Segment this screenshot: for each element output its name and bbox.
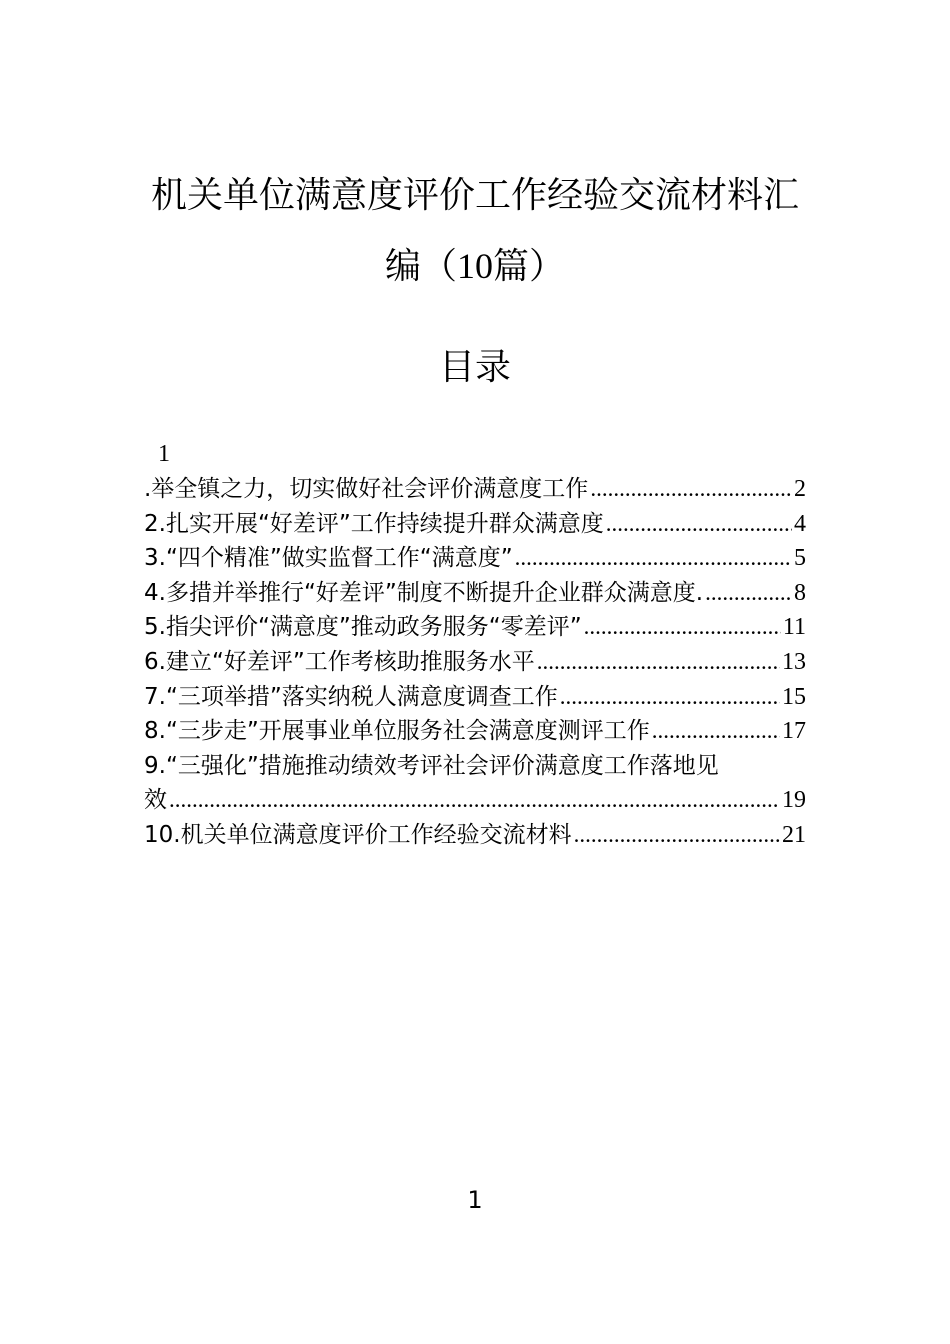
toc-entry-label: 6.建立“好差评”工作考核助推服务水平	[144, 648, 535, 675]
toc-entry-2[interactable]	[144, 507, 806, 542]
toc-entry-label: 4.多措并举推行“好差评”制度不断提升企业群众满意度.	[144, 579, 704, 606]
toc-leader-dots	[652, 714, 780, 749]
toc-leader-dots	[574, 818, 780, 853]
table-of-contents	[144, 472, 806, 853]
toc-leader-dots	[515, 541, 792, 576]
toc-leader-dots	[590, 472, 792, 507]
toc-entry-page: 19	[782, 787, 806, 814]
toc-leader-dots	[606, 507, 792, 542]
toc-entry-7[interactable]	[144, 680, 806, 715]
toc-entry-label: 10.机关单位满意度评价工作经验交流材料	[144, 821, 572, 848]
toc-entry-3[interactable]	[144, 541, 806, 576]
toc-entry-10[interactable]	[144, 818, 806, 853]
document-title-line-1: 机关单位满意度评价工作经验交流材料汇	[150, 175, 799, 216]
toc-entry-page: 4	[794, 510, 806, 537]
toc-entry-4[interactable]	[144, 576, 806, 611]
toc-entry-page: 8	[794, 579, 806, 606]
toc-entry-page: 21	[782, 821, 806, 848]
document-title-line-2	[0, 244, 950, 289]
toc-entry-label: 8.“三步走”开展事业单位服务社会满意度测评工作	[144, 718, 650, 745]
page-number: 1	[467, 1186, 483, 1214]
toc-entry-6[interactable]	[144, 645, 806, 680]
toc-leader-dots	[584, 610, 781, 645]
toc-entry-9[interactable]	[144, 749, 806, 784]
title-count: 10	[457, 246, 493, 286]
toc-entry-page: 15	[782, 683, 806, 710]
toc-leader-dots	[537, 645, 780, 680]
toc-entry-8[interactable]	[144, 714, 806, 749]
toc-entry-label: .举全镇之力，切实做好社会评价满意度工作	[144, 476, 589, 502]
toc-leader-dots	[560, 680, 780, 715]
toc-entry-1[interactable]	[144, 472, 806, 507]
toc-entry-page: 13	[782, 648, 806, 675]
title-prefix: 编（	[384, 246, 457, 287]
toc-leader-dots	[705, 576, 792, 611]
toc-entry-page: 11	[782, 614, 806, 641]
toc-lead-number: 1	[158, 441, 170, 467]
toc-entry-page: 5	[794, 545, 806, 572]
toc-entry-label-continuation: 效	[144, 787, 167, 814]
toc-entry-9-continuation[interactable]	[144, 783, 806, 818]
toc-entry-label: 3.“四个精准”做实监督工作“满意度”	[144, 545, 513, 572]
toc-entry-page: 2	[794, 476, 806, 502]
toc-entry-label: 9.“三强化”措施推动绩效考评社会评价满意度工作落地见	[144, 752, 719, 779]
toc-entry-5[interactable]	[144, 610, 806, 645]
toc-heading: 目录	[438, 347, 511, 388]
toc-entry-page: 17	[782, 718, 806, 745]
toc-leader-dots	[169, 783, 780, 818]
title-suffix: 篇）	[493, 246, 566, 287]
toc-entry-label: 2.扎实开展“好差评”工作持续提升群众满意度	[144, 510, 604, 537]
toc-entry-label: 7.“三项举措”落实纳税人满意度调查工作	[144, 683, 558, 710]
toc-entry-label: 5.指尖评价“满意度”推动政务服务“零差评”	[144, 614, 582, 641]
